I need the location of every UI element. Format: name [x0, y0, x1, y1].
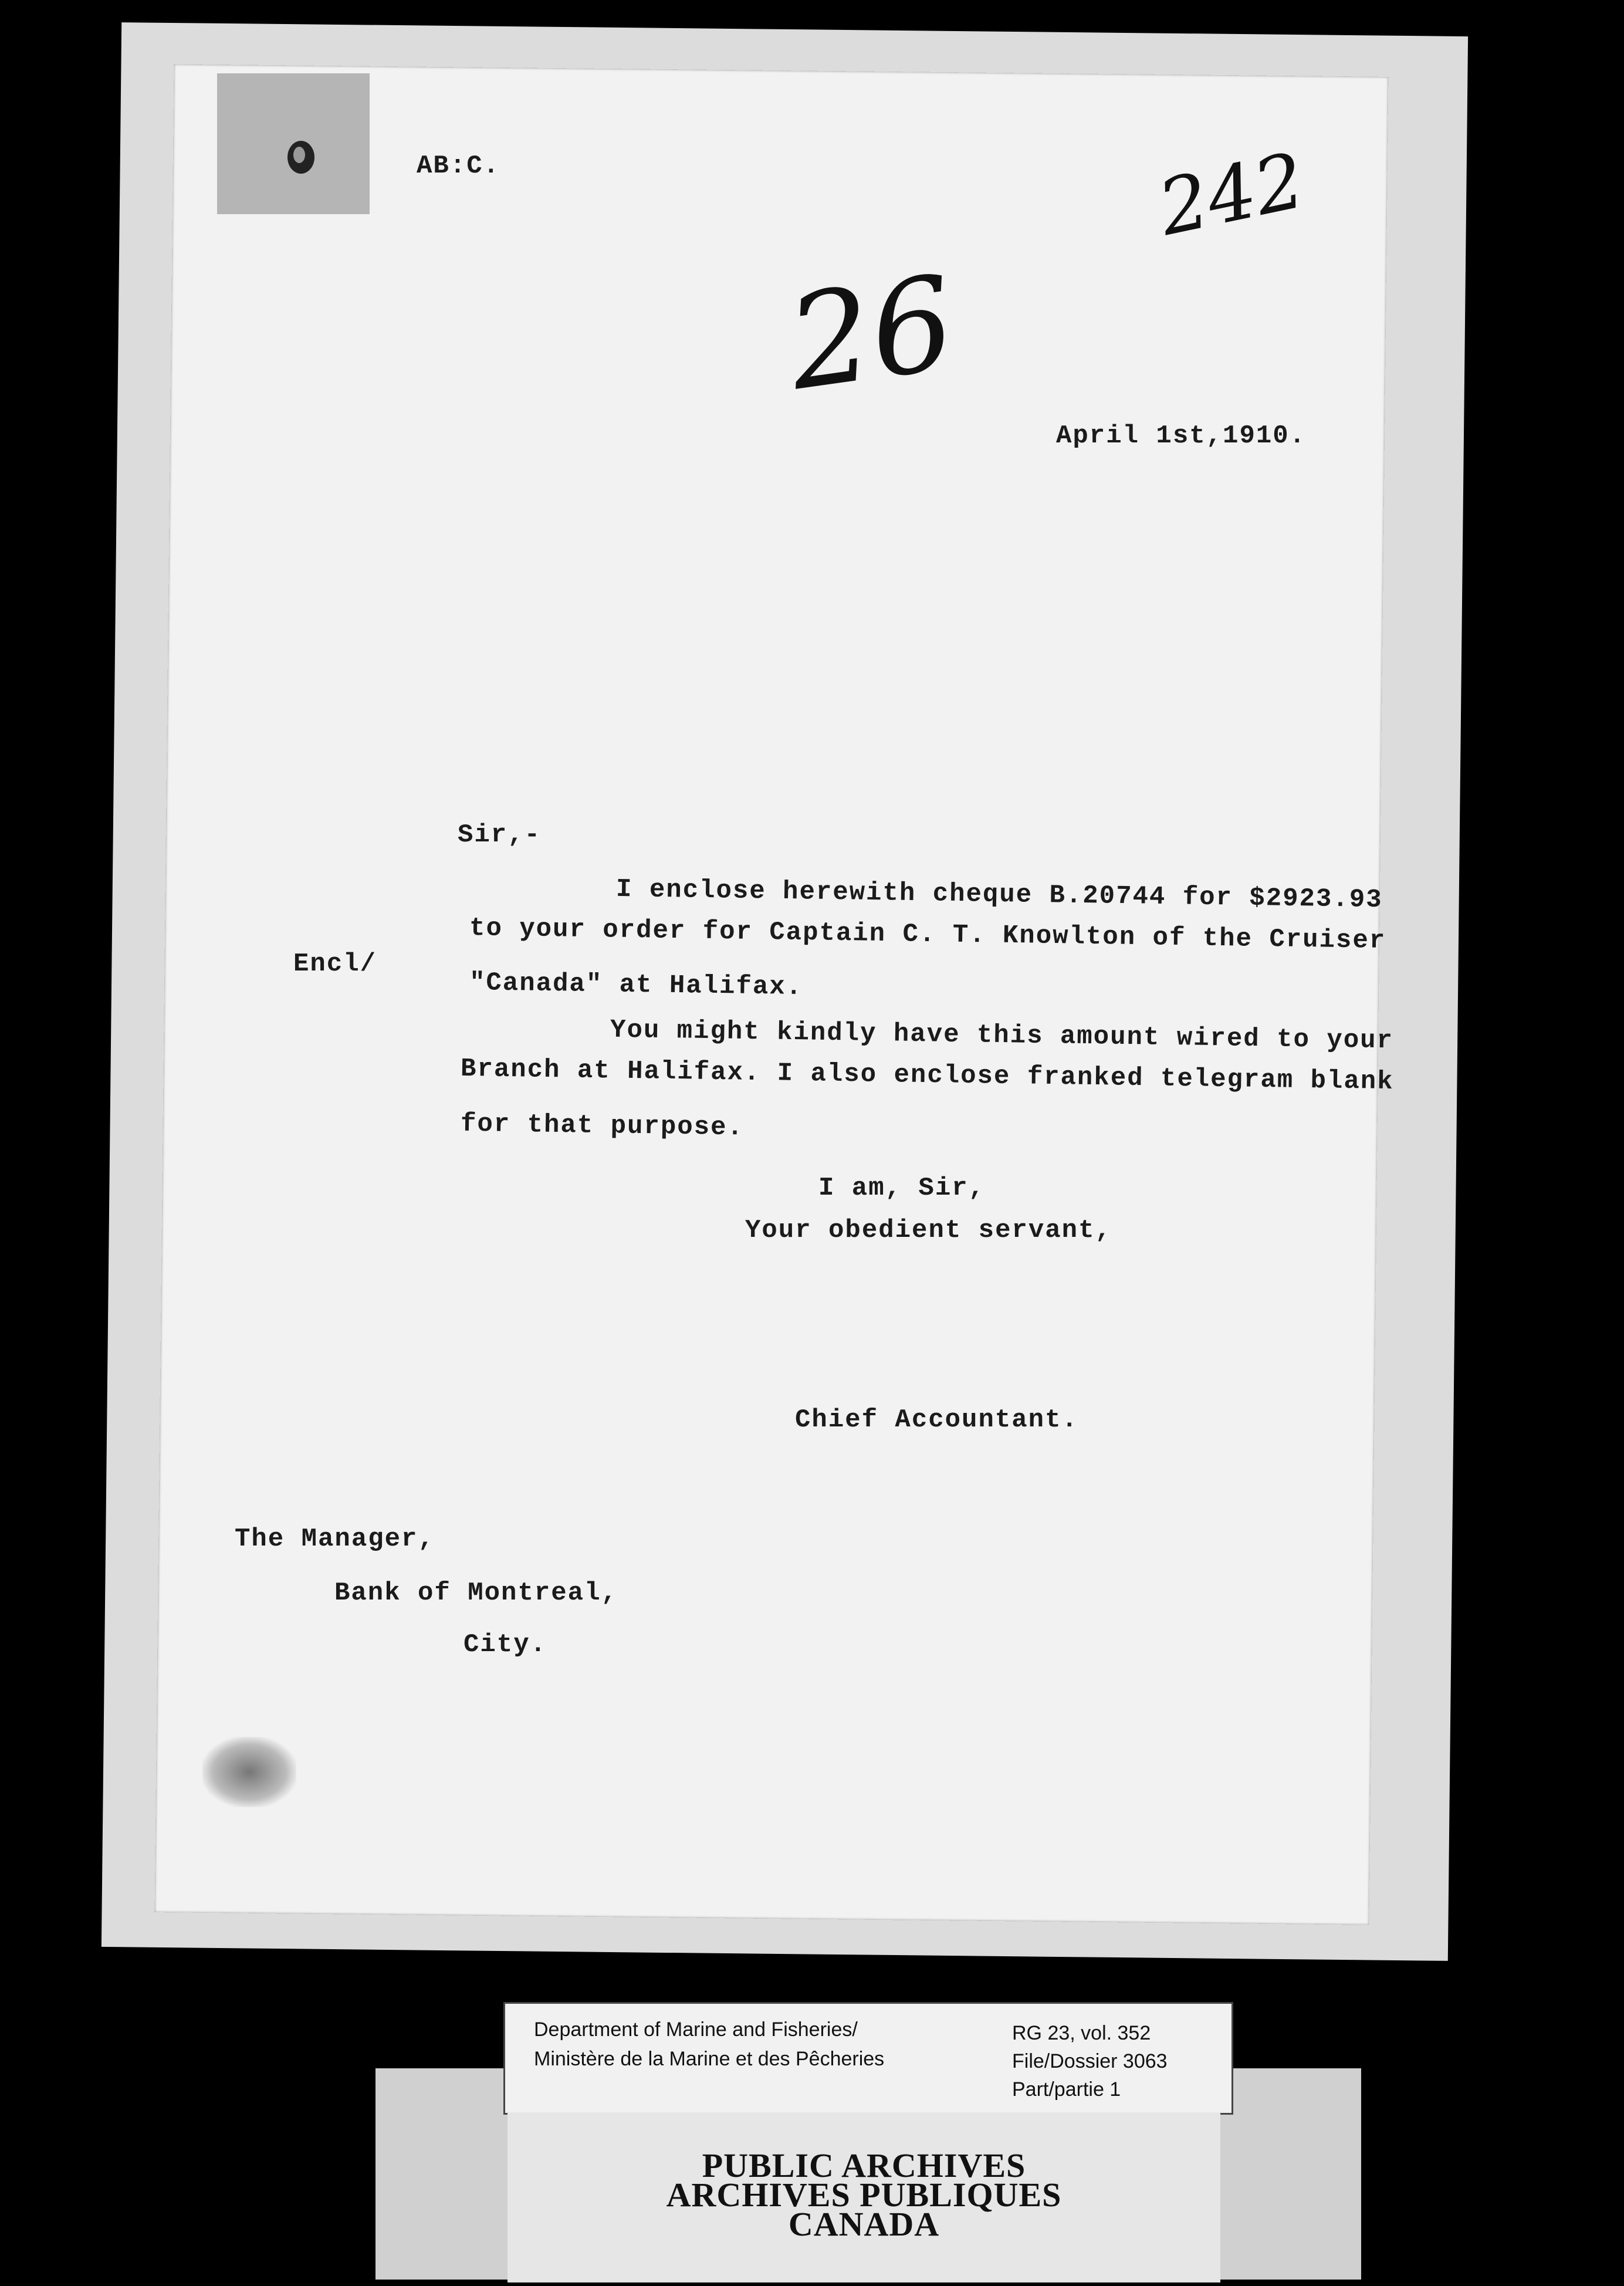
enclosure-note: Encl/	[293, 949, 377, 979]
department-english: Department of Marine and Fisheries/	[534, 2018, 858, 2041]
salutation: Sir,-	[458, 820, 542, 850]
body-line: for that purpose.	[460, 1109, 745, 1143]
addressee-line: Bank of Montreal,	[334, 1578, 618, 1608]
handwritten-number: 242	[1151, 135, 1312, 253]
body-line: Branch at Halifax. I also enclose franked telegram blank	[460, 1054, 1394, 1097]
closing-line: I am, Sir,	[818, 1174, 986, 1203]
closing-line: Your obedient servant,	[745, 1216, 1112, 1245]
stamp-line: ARCHIVES PUBLIQUES	[666, 2176, 1062, 2214]
handwritten-mark: 26	[779, 247, 963, 420]
ink-smudge	[202, 1737, 296, 1807]
department-french: Ministère de la Marine et des Pêcheries	[534, 2048, 885, 2070]
stamp-line: CANADA	[788, 2205, 940, 2243]
body-line: I enclose herewith cheque B.20744 for $2923.93	[615, 874, 1383, 915]
file-number: File/Dossier 3063	[1012, 2050, 1168, 2072]
punch-hole-icon	[287, 141, 314, 174]
part-number: Part/partie 1	[1012, 2078, 1121, 2101]
record-group: RG 23, vol. 352	[1012, 2022, 1151, 2044]
body-line: "Canada" at Halifax.	[469, 968, 803, 1002]
reference-code: AB:C.	[417, 151, 500, 181]
letter-date: April 1st,1910.	[1056, 421, 1307, 451]
addressee-line: City.	[463, 1630, 547, 1659]
signature-title: Chief Accountant.	[795, 1405, 1078, 1435]
addressee-line: The Manager,	[235, 1524, 435, 1554]
body-line: to your order for Captain C. T. Knowlton of the Cruiser	[469, 914, 1386, 956]
body-line: You might kindly have this amount wired to your	[610, 1015, 1394, 1056]
stamp-line: PUBLIC ARCHIVES	[702, 2146, 1026, 2184]
